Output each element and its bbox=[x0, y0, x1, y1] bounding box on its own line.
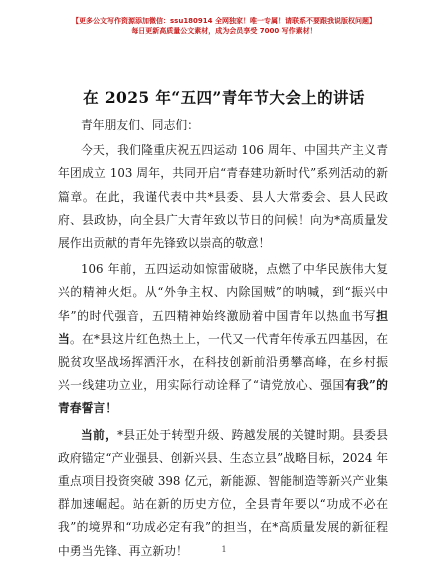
banner-line-2: 每日更新高质量公文素材，成为会员享受 7000 写作素材！ bbox=[131, 27, 317, 35]
paragraph-2-bold-2: 有我”的青春誓言！ bbox=[58, 378, 388, 416]
document-body bbox=[58, 114, 388, 563]
page-number: 1 bbox=[221, 545, 227, 554]
paragraph-2-text-b: 。在*县这片红色热土上，一代又一代青年传承五四基因，在脱贫攻坚战场挥洒汗水，在科技创新前沿勇攀高峰，在乡村振兴一线建功立业，用实际行动诠释了“请党放心、强国 bbox=[58, 331, 388, 393]
paragraph-1: 今天，我们隆重庆祝五四运动 106 周年、中国共产主义青年团成立 103 周年，共同开启“青春建功新时代”系列活动的新篇章。在此，我谨代表中共*县委、县人大常委会、县人民政府、县政协，向全县广大青年致以节日的问候！向为*高质量发展作出贡献的青年先锋致以崇高的敬意！ bbox=[58, 143, 388, 251]
header-banner bbox=[0, 16, 448, 36]
paragraph-2-text-a: 106 年前，五四运动如惊雷破晓，点燃了中华民族伟大复兴的精神火炬。从“外争主权、内除国贼”的呐喊，到“振兴中华”的时代强音，五四精神始终激励着中国青年以热血书写 bbox=[58, 262, 388, 323]
paragraph-2-bold-1: 担当 bbox=[58, 308, 388, 346]
paragraph-2 bbox=[58, 258, 388, 420]
document-title: 在 2025 年“五四”青年节大会上的讲话 bbox=[83, 88, 365, 107]
greeting: 青年朋友们、同志们： bbox=[81, 118, 199, 132]
paragraph-3-text: *县正处于转型升级、跨越发展的关键时期。县委县政府锚定“产业强县、创新兴县、生态立县”战略目标，2024 年重点项目投资突破 398 亿元，新能源、智能制造等新兴产业集群加速崛起。站在新的历史方位，全县青年要以“功成不必在我”的境界和“功成必定有我”的担当，在*高质量发展的新征程中勇当先锋、再立新功！ bbox=[58, 427, 388, 558]
paragraph-3-bold: 当前， bbox=[81, 427, 118, 442]
paragraph-3 bbox=[58, 424, 388, 563]
banner-line-1: 【更多公文写作资源添加微信：ssu180914 全网独家！唯一专属！请联系不要跟我说版权问题】 bbox=[72, 17, 376, 25]
